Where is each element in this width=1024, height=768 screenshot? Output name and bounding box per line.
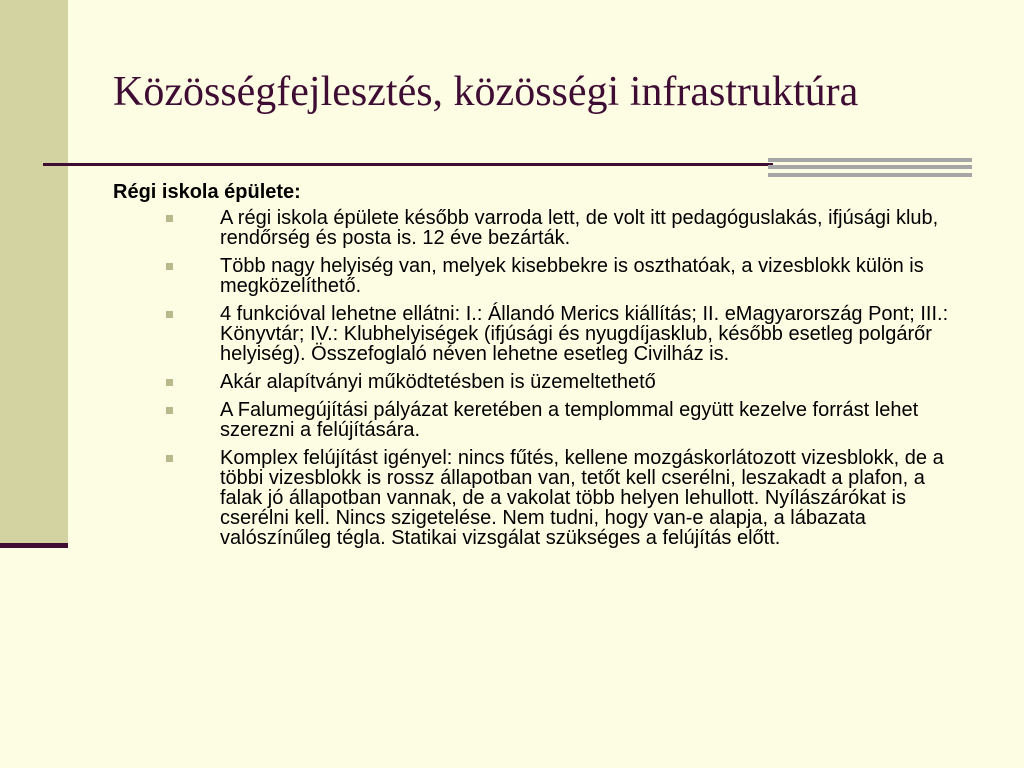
bullet-text: Több nagy helyiség van, melyek kisebbekre is oszthatóak, a vizesblokk külön is megközelíthető. (220, 255, 924, 297)
square-bullet-icon (166, 455, 173, 462)
slide-title: Közösségfejlesztés, közösségi infrastruktúra (113, 69, 859, 115)
square-bullet-icon (166, 379, 173, 386)
bullet-text: 4 funkcióval lehetne ellátni: I.: Állandó Merics kiállítás; II. eMagyarország Pont; III.: Könyvtár; IV.: Klubhelyiségek (ifjúsági és nyugdíjasklub, később esetleg polgárőr helyiség). Összefoglaló néven lehetne esetleg Civilház is. (220, 303, 949, 365)
bullet-text: Komplex felújítást igényel: nincs fűtés, kellene mozgáskorlátozott vizesblokk, de a többi vizesblokk is rossz állapotban van, tetőt kell cserélni, leszakadt a plafon, a falak jó állapotban vannak, de a vakolat több helyen lehullott. Nyílászárókat is cserélni kell. Nincs szigetelése. Nem tudni, hogy van-e alapja, a lábazata valószínűleg tégla. Statikai vizsgálat szükséges a felújítás előtt. (220, 447, 944, 549)
side-decor-line (0, 543, 68, 548)
bullet-item (112, 256, 960, 296)
square-bullet-icon (166, 263, 173, 270)
title-divider (43, 163, 773, 166)
section-heading: Régi iskola épülete: (113, 181, 301, 203)
bullet-list (112, 208, 992, 548)
bullet-text: A régi iskola épülete később varroda lett, de volt itt pedagóguslakás, ifjúsági klub, rendőrség és posta is. 12 éve bezárták. (220, 207, 939, 249)
title-divider-accent (768, 173, 972, 177)
bullet-item (112, 372, 960, 392)
side-decor-bar (0, 0, 68, 545)
square-bullet-icon (166, 311, 173, 318)
slide-body (112, 180, 992, 556)
bullet-item (112, 400, 960, 440)
square-bullet-icon (166, 215, 173, 222)
bullet-item (112, 304, 960, 364)
bullet-text: A Falumegújítási pályázat keretében a templommal együtt kezelve forrást lehet szerezni a felújítására. (220, 399, 919, 441)
title-divider-accent (768, 158, 972, 162)
bullet-item (112, 208, 960, 248)
bullet-text: Akár alapítványi működtetésben is üzemeltethető (220, 371, 656, 393)
square-bullet-icon (166, 407, 173, 414)
title-divider-accent (768, 165, 972, 169)
bullet-item (112, 448, 960, 548)
